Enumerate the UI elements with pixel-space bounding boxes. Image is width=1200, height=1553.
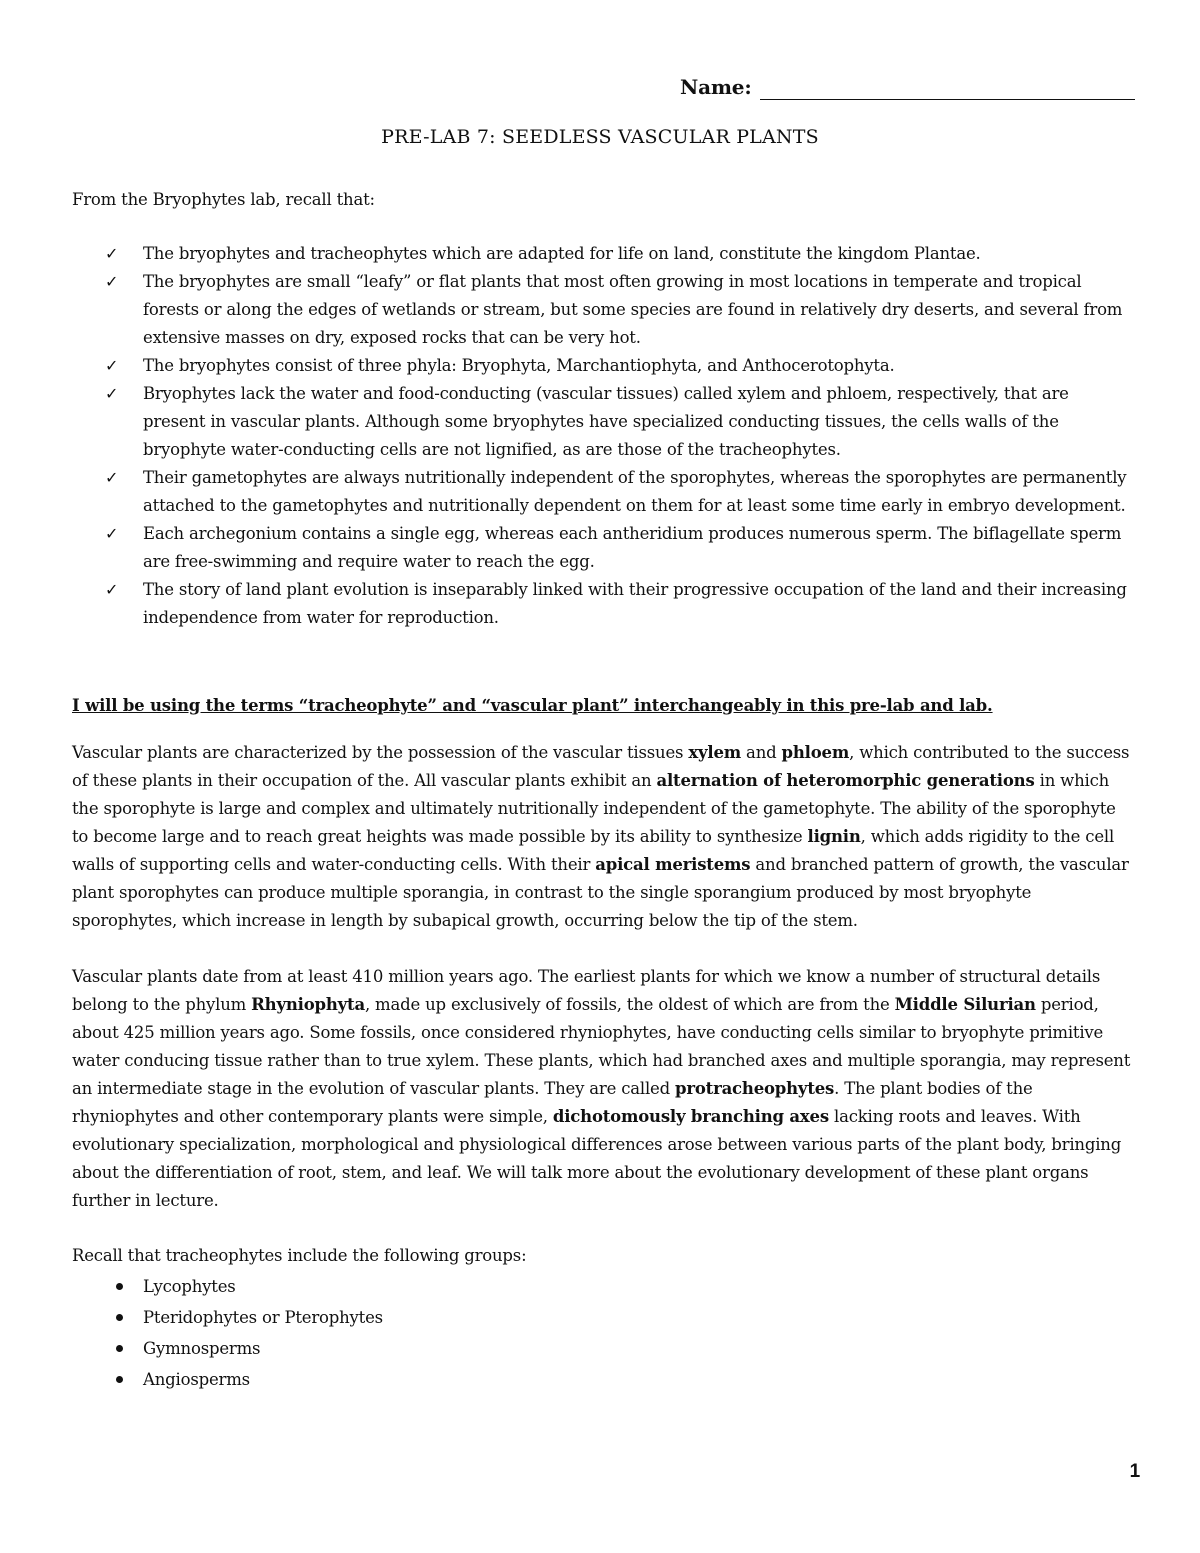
paragraph-text: Vascular plants are characterized by the possession of the vascular tissues bbox=[72, 743, 689, 762]
recall-checklist bbox=[72, 240, 1132, 632]
check-icon: ✓ bbox=[105, 468, 119, 487]
list-item bbox=[72, 1364, 672, 1395]
intro-text: From the Bryophytes lab, recall that: bbox=[72, 190, 375, 209]
list-item bbox=[72, 268, 1132, 352]
paragraph-text: . The plant bodies of the rhyniophytes and other contemporary plants were simple, bbox=[72, 1079, 1033, 1126]
paragraph-text: , which contributed to the success of these plants in their occupation of the. All vascular plants exhibit an bbox=[72, 743, 1130, 790]
key-term: protracheophytes bbox=[675, 1079, 835, 1098]
list-item bbox=[72, 380, 1132, 464]
paragraph-text: in which the sporophyte is large and complex and ultimately nutritionally independent of the gametophyte. The ability of the sporophyte to become large and to reach great heights was made possible by its ability to synthesize bbox=[72, 771, 1116, 846]
page-number: 1 bbox=[1129, 1461, 1140, 1482]
list-item bbox=[72, 520, 1132, 576]
check-icon: ✓ bbox=[105, 580, 119, 599]
key-term: lignin bbox=[807, 827, 861, 846]
list-item bbox=[72, 1302, 672, 1333]
check-icon: ✓ bbox=[105, 244, 119, 263]
list-item-text: The story of land plant evolution is inseparably linked with their progressive occupation of the land and their increasing independence from water for reproduction. bbox=[143, 580, 1127, 627]
key-term: xylem bbox=[688, 743, 742, 762]
list-item-text: Lycophytes bbox=[143, 1277, 236, 1296]
tracheophyte-groups-list bbox=[72, 1271, 672, 1395]
check-icon: ✓ bbox=[105, 356, 119, 375]
list-item-text: Each archegonium contains a single egg, whereas each antheridium produces numerous sperm. The biflagellate sperm are free-swimming and require water to reach the egg. bbox=[143, 524, 1122, 571]
paragraph-text: , made up exclusively of fossils, the oldest of which are from the bbox=[364, 995, 895, 1014]
bullet-icon bbox=[116, 1345, 123, 1352]
page-title: PRE-LAB 7: SEEDLESS VASCULAR PLANTS bbox=[381, 126, 819, 148]
list-item bbox=[72, 240, 1132, 268]
bullet-icon bbox=[116, 1283, 123, 1290]
paragraph-text: lacking roots and leaves. With evolutionary specialization, morphological and physiological differences arose between various parts of the plant body, bringing about the differentiation of root, stem, and leaf. We will talk more about the evolutionary development of these plant organs further in lecture. bbox=[72, 1107, 1122, 1210]
list-item-text: The bryophytes are small “leafy” or flat plants that most often growing in most locations in temperate and tropical forests or along the edges of wetlands or stream, but some species are found in relatively dry deserts, and several from extensive masses on dry, exposed rocks that can be very hot. bbox=[143, 272, 1123, 347]
key-term: dichotomously branching axes bbox=[552, 1107, 829, 1126]
list-item bbox=[72, 1333, 672, 1364]
paragraph-fossil-history bbox=[72, 963, 1132, 1215]
list-item bbox=[72, 352, 1132, 380]
terms-note: I will be using the terms “tracheophyte” and “vascular plant” interchangeably in this pre-lab and lab. bbox=[72, 696, 993, 715]
paragraph-text: and branched pattern of growth, the vascular plant sporophytes can produce multiple sporangia, in contrast to the single sporangium produced by most bryophyte sporophytes, which increase in length by subapical growth, occurring below the tip of the stem. bbox=[72, 855, 1129, 930]
check-icon: ✓ bbox=[105, 384, 119, 403]
key-term: phloem bbox=[781, 743, 850, 762]
paragraph-text: and bbox=[741, 743, 782, 762]
groups-intro: Recall that tracheophytes include the following groups: bbox=[72, 1246, 527, 1265]
check-icon: ✓ bbox=[105, 272, 119, 291]
list-item-text: The bryophytes and tracheophytes which are adapted for life on land, constitute the kingdom Plantae. bbox=[143, 244, 981, 263]
list-item-text: Angiosperms bbox=[143, 1370, 250, 1389]
key-term: Rhyniophyta bbox=[251, 995, 365, 1014]
list-item bbox=[72, 1271, 672, 1302]
key-term: apical meristems bbox=[595, 855, 751, 874]
list-item-text: Pteridophytes or Pterophytes bbox=[143, 1308, 383, 1327]
check-icon: ✓ bbox=[105, 524, 119, 543]
list-item-text: Bryophytes lack the water and food-conducting (vascular tissues) called xylem and phloem, respectively, that are present in vascular plants. Although some bryophytes have specialized conducting tissues, the cells walls of the bryophyte water-conducting cells are not lignified, as are those of the tracheophytes. bbox=[143, 384, 1069, 459]
key-term: Middle Silurian bbox=[894, 995, 1036, 1014]
bullet-icon bbox=[116, 1376, 123, 1383]
list-item-text: Their gametophytes are always nutritionally independent of the sporophytes, whereas the sporophytes are permanently attached to the gametophytes and nutritionally dependent on them for at least some time early in embryo development. bbox=[143, 468, 1127, 515]
paragraph-vascular-tissues bbox=[72, 739, 1132, 935]
paragraph-text: , which adds rigidity to the cell walls of supporting cells and water-conducting cells. With their bbox=[72, 827, 1115, 874]
paragraph-text: period, about 425 million years ago. Some fossils, once considered rhyniophytes, have conducting cells similar to bryophyte primitive water conducing tissue rather than to true xylem. These plants, which had branched axes and multiple sporangia, may represent an intermediate stage in the evolution of vascular plants. They are called bbox=[72, 995, 1131, 1098]
paragraph-text: Vascular plants date from at least 410 million years ago. The earliest plants for which we know a number of structural details belong to the phylum bbox=[72, 967, 1101, 1014]
key-term: alternation of heteromorphic generations bbox=[656, 771, 1035, 790]
list-item-text: Gymnosperms bbox=[143, 1339, 261, 1358]
list-item bbox=[72, 464, 1132, 520]
name-blank-line[interactable] bbox=[760, 79, 1135, 100]
name-field bbox=[680, 74, 1135, 100]
bullet-icon bbox=[116, 1314, 123, 1321]
list-item bbox=[72, 576, 1132, 632]
name-label: Name: bbox=[680, 75, 752, 99]
list-item-text: The bryophytes consist of three phyla: Bryophyta, Marchantiophyta, and Anthocerotophyta. bbox=[143, 356, 895, 375]
